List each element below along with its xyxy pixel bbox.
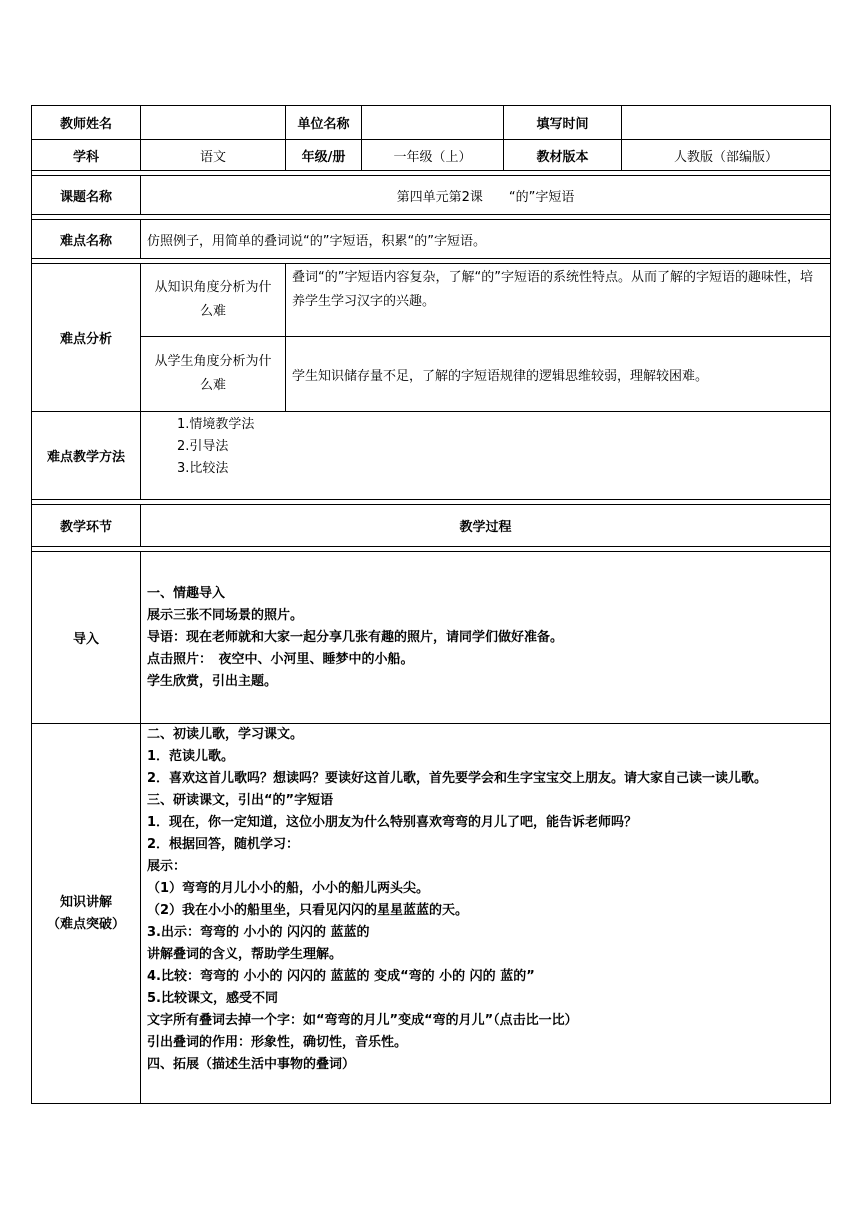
lesson-label: 课题名称 (32, 176, 141, 215)
row-analysis-student (32, 337, 831, 412)
method-item: 2.引导法 (177, 439, 229, 454)
methods-list (141, 414, 830, 480)
knowledge-line: 1．范读儿歌。 (147, 749, 235, 764)
fill-date-value (622, 106, 831, 140)
process-header: 教学过程 (141, 505, 831, 547)
stage-header: 教学环节 (32, 505, 141, 547)
row-analysis-knowledge (32, 264, 831, 337)
row-teacher-info (32, 106, 831, 140)
knowledge-line: 3.出示：弯弯的 小小的 闪闪的 蓝蓝的 (147, 925, 370, 940)
knowledge-line: 讲解叠词的含义，帮助学生理解。 (147, 947, 343, 962)
edition-value: 人教版（部编版） (622, 140, 831, 171)
knowledge-angle-label: 从知识角度分析为什么难 (141, 264, 286, 337)
student-angle-value: 学生知识储存量不足，了解的字短语规律的逻辑思维较弱，理解较困难。 (286, 337, 831, 412)
intro-line: 导语：现在老师就和大家一起分享几张有趣的照片，请同学们做好准备。 (147, 629, 564, 645)
student-angle-label: 从学生角度分析为什么难 (141, 337, 286, 412)
knowledge-label-line1: 知识讲解 (59, 894, 112, 910)
fill-date-label: 填写时间 (504, 106, 622, 140)
edition-label: 教材版本 (504, 140, 622, 171)
row-methods (32, 412, 831, 500)
methods-cell (141, 412, 831, 500)
subject-value: 语文 (141, 140, 286, 171)
grade-label: 年级/册 (286, 140, 362, 171)
row-lesson (32, 176, 831, 215)
methods-label: 难点教学方法 (32, 412, 141, 500)
difficulty-label: 难点名称 (32, 220, 141, 259)
intro-line: 一、情趣导入 (147, 585, 226, 601)
knowledge-line: 文字所有叠词去掉一个字：如“弯弯的月儿”变成“弯的月儿”（点击比一比） (147, 1013, 578, 1028)
intro-line: 展示三张不同场景的照片。 (147, 607, 304, 623)
knowledge-line: 二、初读儿歌，学习课文。 (147, 727, 304, 742)
analysis-label: 难点分析 (32, 264, 141, 412)
row-intro (32, 552, 831, 724)
unit-name-label: 单位名称 (286, 106, 362, 140)
intro-line: 点击照片： 夜空中、小河里、睡梦中的小船。 (147, 651, 414, 667)
intro-content (141, 552, 831, 724)
knowledge-line: 5.比较课文，感受不同 (147, 991, 278, 1006)
row-difficulty (32, 220, 831, 259)
subject-label: 学科 (32, 140, 141, 171)
row-process-header (32, 505, 831, 547)
knowledge-label (32, 724, 141, 1104)
intro-label: 导入 (32, 552, 141, 724)
knowledge-line: 三、研读课文，引出“的”字短语 (147, 793, 334, 808)
grade-value: 一年级（上） (362, 140, 504, 171)
knowledge-line: （2）我在小小的船里坐，只看见闪闪的星星蓝蓝的天。 (147, 903, 469, 918)
method-item: 1.情境教学法 (177, 417, 255, 432)
lesson-plan-table (31, 105, 831, 1104)
knowledge-line: 4.比较：弯弯的 小小的 闪闪的 蓝蓝的 变成“弯的 小的 闪的 蓝的” (147, 969, 535, 984)
knowledge-line: 2．根据回答，随机学习： (147, 837, 300, 852)
method-item: 3.比较法 (177, 461, 229, 476)
knowledge-line: （1）弯弯的月儿小小的船，小小的船儿两头尖。 (147, 881, 430, 896)
difficulty-value: 仿照例子，用简单的叠词说“的”字短语，积累“的”字短语。 (141, 220, 831, 259)
unit-name-value (362, 106, 504, 140)
row-subject-info (32, 140, 831, 171)
row-knowledge (32, 724, 831, 1104)
knowledge-content (141, 724, 831, 1104)
knowledge-label-line2: （难点突破） (46, 916, 125, 932)
teacher-name-value (141, 106, 286, 140)
lesson-value: 第四单元第2课 “的”字短语 (141, 176, 831, 215)
knowledge-line: 引出叠词的作用：形象性，确切性，音乐性。 (147, 1035, 408, 1050)
knowledge-line: 1．现在，你一定知道，这位小朋友为什么特别喜欢弯弯的月儿了吧，能告诉老师吗？ (147, 815, 638, 830)
knowledge-line: 展示： (147, 859, 187, 874)
intro-line: 学生欣赏，引出主题。 (147, 673, 278, 689)
knowledge-line: 四、拓展（描述生活中事物的叠词） (147, 1057, 356, 1072)
knowledge-line: 2．喜欢这首儿歌吗？想读吗？要读好这首儿歌，首先要学会和生字宝宝交上朋友。请大家自己读一读儿歌。 (147, 771, 768, 786)
knowledge-angle-value: 叠词“的”字短语内容复杂，了解“的”字短语的系统性特点。从而了解的字短语的趣味性，培养学生学习汉字的兴趣。 (286, 264, 831, 337)
teacher-name-label: 教师姓名 (32, 106, 141, 140)
